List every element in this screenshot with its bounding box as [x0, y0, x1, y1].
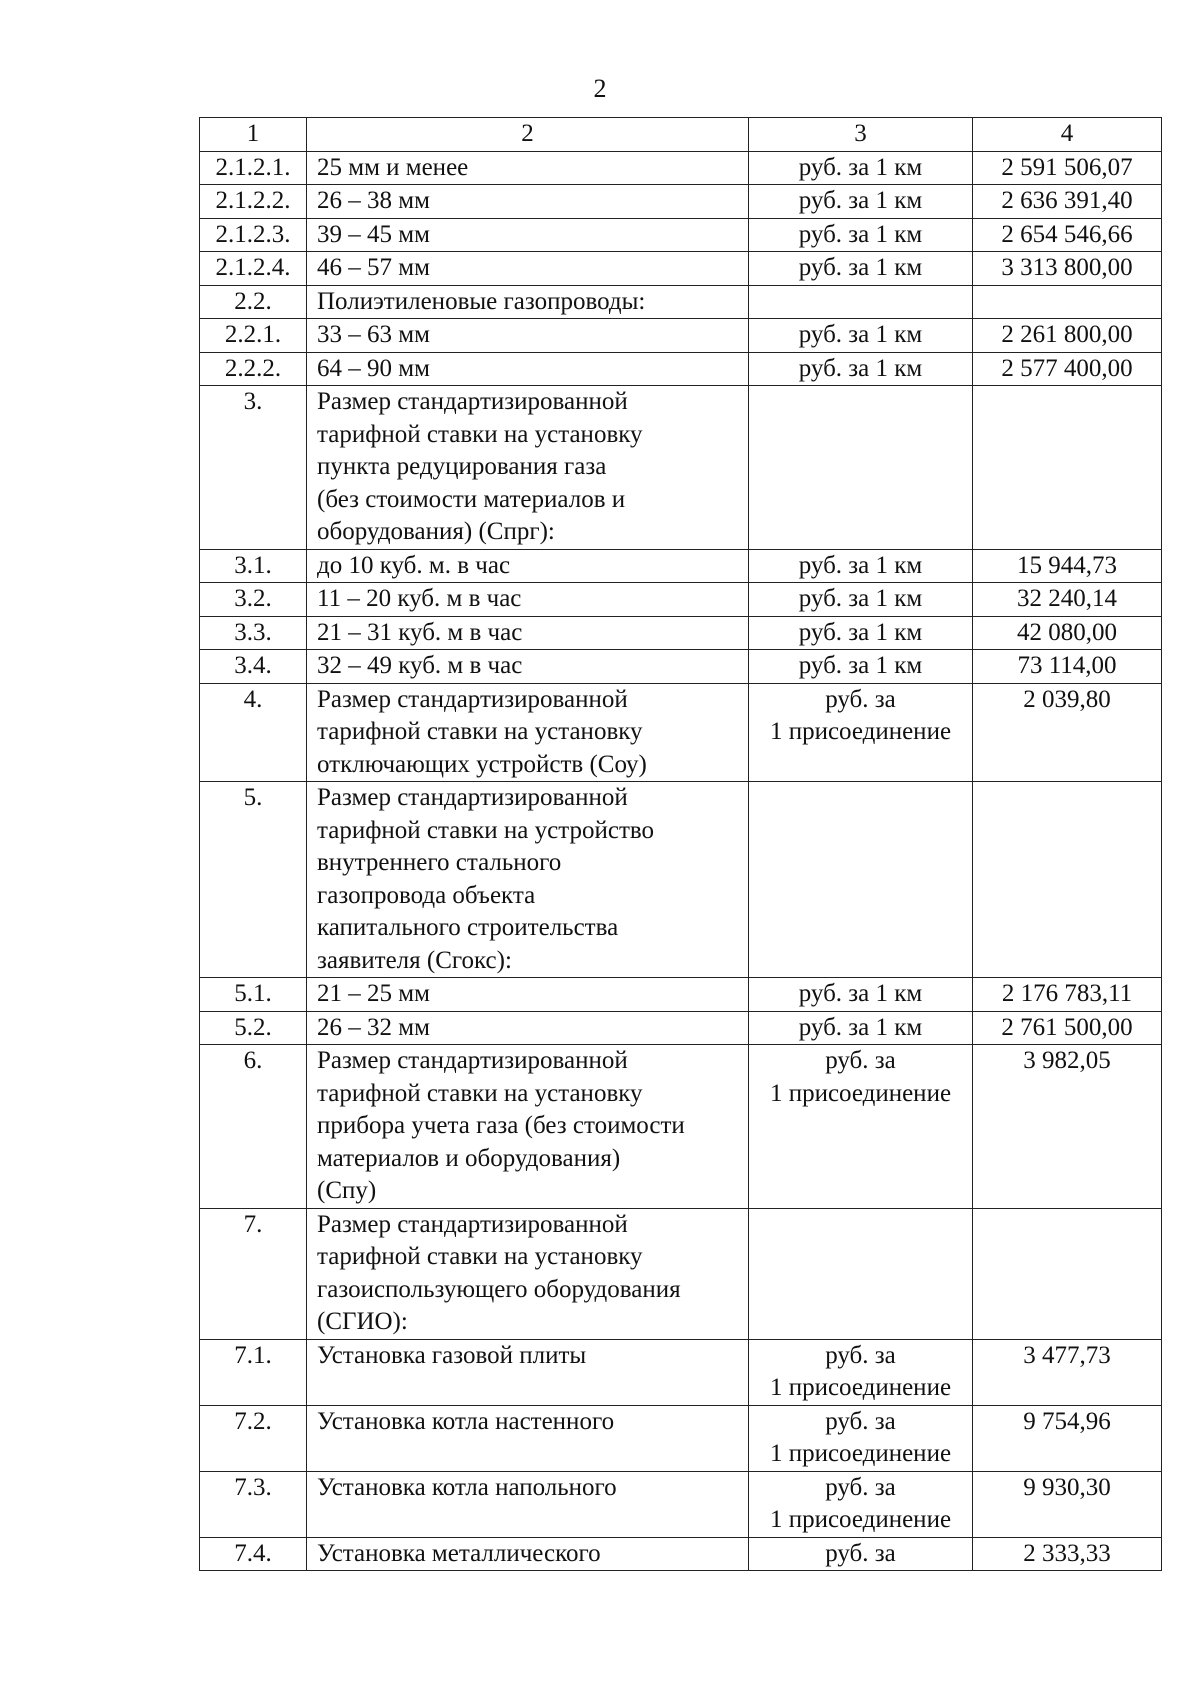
- value-cell: 2 761 500,00: [973, 1011, 1162, 1045]
- value-cell: 2 176 783,11: [973, 978, 1162, 1012]
- unit-cell: руб. за 1 км: [749, 978, 973, 1012]
- table-row: [200, 650, 1162, 684]
- row-number-cell: 2.1.2.1.: [200, 151, 307, 185]
- table-row: [200, 583, 1162, 617]
- description-cell: 64 – 90 мм: [307, 352, 749, 386]
- description-cell: 26 – 32 мм: [307, 1011, 749, 1045]
- unit-cell: руб. за: [749, 1537, 973, 1571]
- column-header: 4: [973, 118, 1162, 152]
- description-cell: Размер стандартизированной тарифной ставки на установку отключающих устройств (Соу): [307, 683, 749, 782]
- column-header: 2: [307, 118, 749, 152]
- row-number-cell: 5.2.: [200, 1011, 307, 1045]
- row-number-cell: 3.2.: [200, 583, 307, 617]
- row-number-cell: 7.: [200, 1208, 307, 1339]
- description-cell: Размер стандартизированной тарифной ставки на установку прибора учета газа (без стоимости материалов и оборудования) (Спу): [307, 1045, 749, 1209]
- unit-cell: руб. за 1 км: [749, 185, 973, 219]
- row-number-cell: 5.1.: [200, 978, 307, 1012]
- row-number-cell: 7.3.: [200, 1471, 307, 1537]
- row-number-cell: 7.1.: [200, 1339, 307, 1405]
- description-cell: Установка металлического: [307, 1537, 749, 1571]
- unit-cell: руб. за 1 присоединение: [749, 1405, 973, 1471]
- description-cell: 21 – 25 мм: [307, 978, 749, 1012]
- description-cell: 39 – 45 мм: [307, 218, 749, 252]
- description-cell: 11 – 20 куб. м в час: [307, 583, 749, 617]
- table-row: [200, 1045, 1162, 1209]
- table-row: [200, 782, 1162, 978]
- description-cell: 21 – 31 куб. м в час: [307, 616, 749, 650]
- column-header: 3: [749, 118, 973, 152]
- table-row: [200, 151, 1162, 185]
- row-number-cell: 2.1.2.3.: [200, 218, 307, 252]
- table-row: [200, 285, 1162, 319]
- description-cell: Установка газовой плиты: [307, 1339, 749, 1405]
- value-cell: 9 930,30: [973, 1471, 1162, 1537]
- row-number-cell: 3.4.: [200, 650, 307, 684]
- value-cell: [973, 1208, 1162, 1339]
- description-cell: 33 – 63 мм: [307, 319, 749, 353]
- value-cell: 2 654 546,66: [973, 218, 1162, 252]
- unit-cell: руб. за 1 км: [749, 549, 973, 583]
- value-cell: [973, 285, 1162, 319]
- value-cell: 73 114,00: [973, 650, 1162, 684]
- row-number-cell: 7.2.: [200, 1405, 307, 1471]
- value-cell: 32 240,14: [973, 583, 1162, 617]
- table-row: [200, 1208, 1162, 1339]
- unit-cell: [749, 1208, 973, 1339]
- description-cell: Размер стандартизированной тарифной ставки на установку газоиспользующего оборудования (СГИО):: [307, 1208, 749, 1339]
- description-cell: 46 – 57 мм: [307, 252, 749, 286]
- row-number-cell: 4.: [200, 683, 307, 782]
- unit-cell: руб. за 1 присоединение: [749, 1339, 973, 1405]
- table-row: [200, 683, 1162, 782]
- unit-cell: руб. за 1 км: [749, 583, 973, 617]
- unit-cell: [749, 285, 973, 319]
- value-cell: 2 261 800,00: [973, 319, 1162, 353]
- value-cell: [973, 782, 1162, 978]
- table-row: [200, 1471, 1162, 1537]
- row-number-cell: 7.4.: [200, 1537, 307, 1571]
- row-number-cell: 2.2.1.: [200, 319, 307, 353]
- unit-cell: руб. за 1 км: [749, 1011, 973, 1045]
- table-row: [200, 1339, 1162, 1405]
- tariff-table: [199, 117, 1162, 1571]
- page-number: 2: [593, 74, 607, 103]
- description-cell: Размер стандартизированной тарифной ставки на устройство внутреннего стального газопровода объекта капитального строительства заявителя (Сгокс):: [307, 782, 749, 978]
- table-row: [200, 319, 1162, 353]
- unit-cell: [749, 782, 973, 978]
- value-cell: 3 982,05: [973, 1045, 1162, 1209]
- description-cell: Установка котла настенного: [307, 1405, 749, 1471]
- row-number-cell: 5.: [200, 782, 307, 978]
- row-number-cell: 3.3.: [200, 616, 307, 650]
- table-row: [200, 1405, 1162, 1471]
- value-cell: 2 577 400,00: [973, 352, 1162, 386]
- unit-cell: руб. за 1 км: [749, 252, 973, 286]
- table-row: [200, 386, 1162, 550]
- unit-cell: руб. за 1 км: [749, 616, 973, 650]
- description-cell: 26 – 38 мм: [307, 185, 749, 219]
- table-row: [200, 978, 1162, 1012]
- table-row: [200, 352, 1162, 386]
- unit-cell: [749, 386, 973, 550]
- description-cell: Установка котла напольного: [307, 1471, 749, 1537]
- row-number-cell: 2.2.2.: [200, 352, 307, 386]
- row-number-cell: 2.1.2.4.: [200, 252, 307, 286]
- table-row: [200, 1537, 1162, 1571]
- value-cell: 2 636 391,40: [973, 185, 1162, 219]
- row-number-cell: 2.2.: [200, 285, 307, 319]
- description-cell: Размер стандартизированной тарифной ставки на установку пункта редуцирования газа (без стоимости материалов и оборудования) (Спрг):: [307, 386, 749, 550]
- table-row: [200, 616, 1162, 650]
- table-row: [200, 549, 1162, 583]
- unit-cell: руб. за 1 присоединение: [749, 1045, 973, 1209]
- unit-cell: руб. за 1 км: [749, 151, 973, 185]
- table-row: [200, 252, 1162, 286]
- table-row: [200, 185, 1162, 219]
- unit-cell: руб. за 1 присоединение: [749, 1471, 973, 1537]
- value-cell: 42 080,00: [973, 616, 1162, 650]
- value-cell: [973, 386, 1162, 550]
- row-number-cell: 3.1.: [200, 549, 307, 583]
- table-row: [200, 218, 1162, 252]
- unit-cell: руб. за 1 км: [749, 650, 973, 684]
- value-cell: 9 754,96: [973, 1405, 1162, 1471]
- description-cell: 25 мм и менее: [307, 151, 749, 185]
- unit-cell: руб. за 1 присоединение: [749, 683, 973, 782]
- value-cell: 3 477,73: [973, 1339, 1162, 1405]
- unit-cell: руб. за 1 км: [749, 218, 973, 252]
- value-cell: 15 944,73: [973, 549, 1162, 583]
- value-cell: 2 039,80: [973, 683, 1162, 782]
- row-number-cell: 2.1.2.2.: [200, 185, 307, 219]
- header-row: [200, 118, 1162, 152]
- description-cell: 32 – 49 куб. м в час: [307, 650, 749, 684]
- unit-cell: руб. за 1 км: [749, 319, 973, 353]
- table-row: [200, 1011, 1162, 1045]
- description-cell: Полиэтиленовые газопроводы:: [307, 285, 749, 319]
- value-cell: 2 333,33: [973, 1537, 1162, 1571]
- column-header: 1: [200, 118, 307, 152]
- row-number-cell: 3.: [200, 386, 307, 550]
- value-cell: 3 313 800,00: [973, 252, 1162, 286]
- description-cell: до 10 куб. м. в час: [307, 549, 749, 583]
- row-number-cell: 6.: [200, 1045, 307, 1209]
- unit-cell: руб. за 1 км: [749, 352, 973, 386]
- value-cell: 2 591 506,07: [973, 151, 1162, 185]
